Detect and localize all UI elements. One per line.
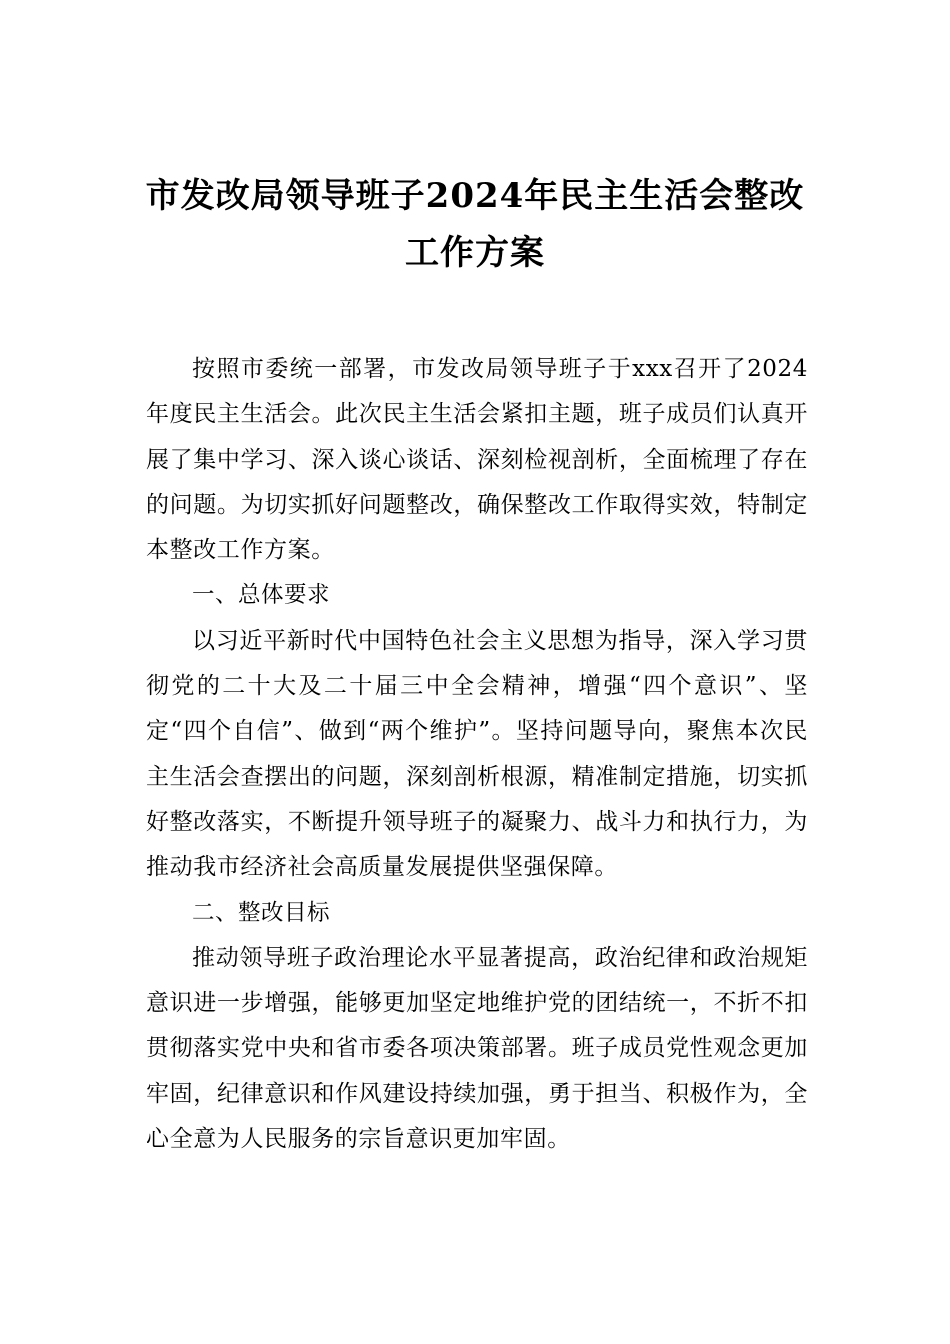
- document-body: [146, 347, 808, 1162]
- section-heading-overall-requirements: 一、总体要求: [192, 582, 331, 609]
- intro-paragraph: 按照市委统一部署，市发改局领导班子于xxx召开了2024年度民主生活会。此次民主生活会紧扣主题，班子成员们认真开展了集中学习、深入谈心谈话、深刻检视剖析，全面梳理了存在的问题。为切实抓好问题整改，确保整改工作取得实效，特制定本整改工作方案。: [146, 356, 808, 564]
- document-title: [120, 168, 830, 282]
- section-paragraph-overall-requirements: 以习近平新时代中国特色社会主义思想为指导，深入学习贯彻党的二十大及二十届三中全会精神，增强“四个意识”、坚定“四个自信”、做到“两个维护”。坚持问题导向，聚焦本次民主生活会查摆出的问题，深刻剖析根源，精准制定措施，切实抓好整改落实，不断提升领导班子的凝聚力、战斗力和执行力，为推动我市经济社会高质量发展提供坚强保障。: [146, 627, 808, 881]
- title-line-2: 工作方案: [405, 233, 545, 273]
- title-line-1: 市发改局领导班子2024年民主生活会整改: [145, 176, 805, 216]
- section-paragraph-rectification-goals: 推动领导班子政治理论水平显著提高，政治纪律和政治规矩意识进一步增强，能够更加坚定地维护党的团结统一，不折不扣贯彻落实党中央和省市委各项决策部署。班子成员党性观念更加牢固，纪律意识和作风建设持续加强，勇于担当、积极作为，全心全意为人民服务的宗旨意识更加牢固。: [146, 944, 808, 1153]
- section-heading-rectification-goals: 二、整改目标: [192, 899, 331, 926]
